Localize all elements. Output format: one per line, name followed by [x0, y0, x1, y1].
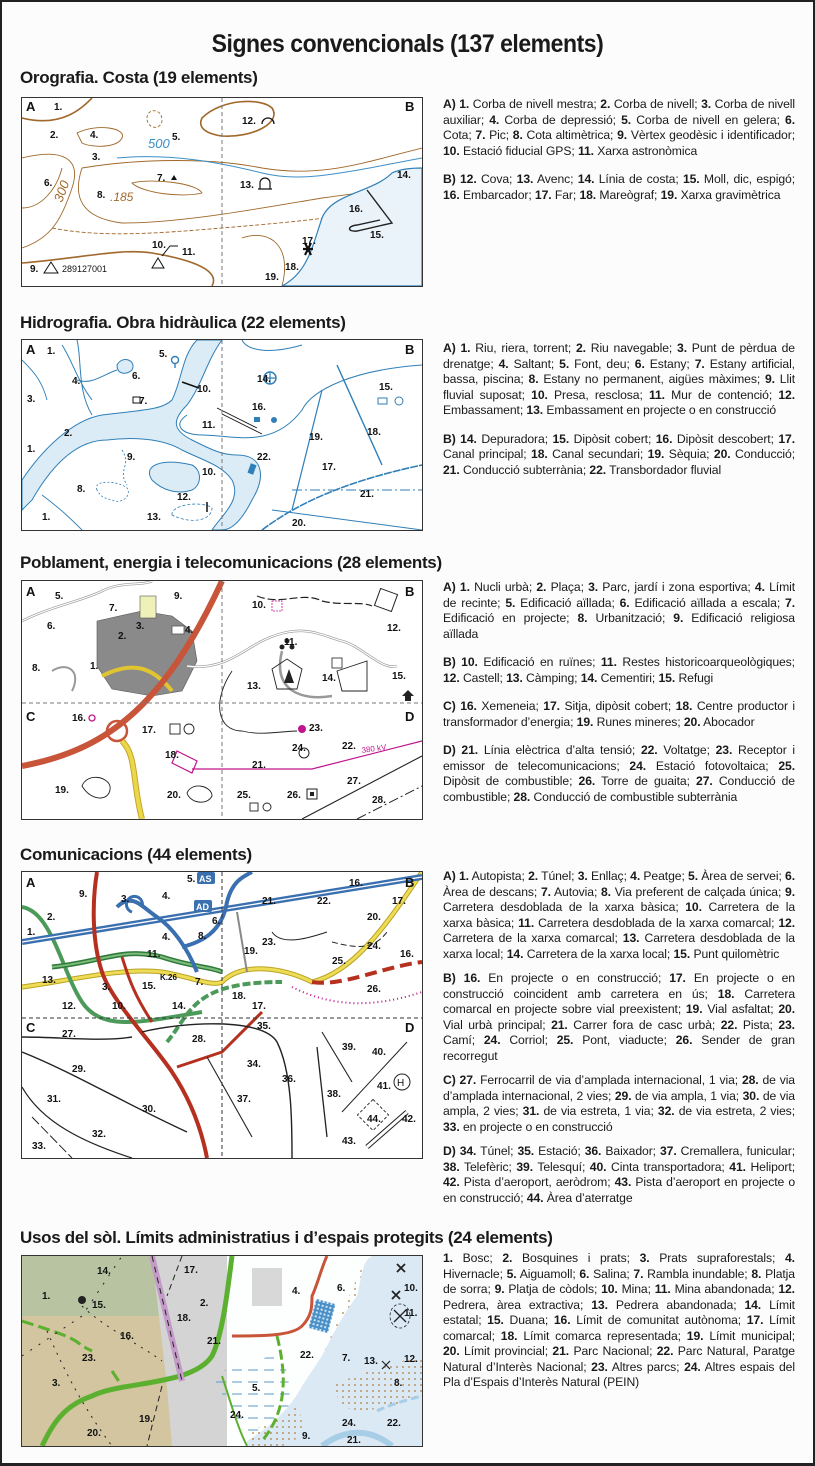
svg-text:10.: 10. [202, 467, 216, 478]
svg-text:13.: 13. [247, 681, 261, 692]
svg-text:21.: 21. [252, 760, 266, 771]
svg-text:5.: 5. [172, 132, 181, 143]
svg-text:39.: 39. [342, 1042, 356, 1053]
svg-text:19.: 19. [139, 1414, 153, 1425]
legend-group-c: C) 27. Ferrocarril de via d’amplada internacional, 1 via; 28. de via d’amplada internacional, 2 vies; 29. de via ampla, 1 via; 30. de via ampla, 2 vies; 31. de via estreta, 1 via; 32. de via estreta, 2 vies; 33. en projecte o en construcció [443, 1073, 795, 1134]
legend-group-c: C) 16. Xemeneia; 17. Sitja, dipòsit cobert; 18. Centre productor i transformador d’energia; 19. Runes mineres; 20. Abocador [443, 699, 796, 729]
svg-text:C: C [26, 709, 36, 724]
svg-text:1.: 1. [42, 1291, 51, 1302]
svg-text:12.: 12. [242, 116, 256, 127]
svg-text:1.: 1. [27, 444, 36, 455]
svg-text:6.: 6. [47, 621, 56, 632]
svg-text:14.: 14. [97, 1266, 111, 1277]
svg-text:9.: 9. [79, 889, 88, 900]
svg-text:34.: 34. [247, 1059, 261, 1070]
svg-text:29.: 29. [72, 1064, 86, 1075]
svg-text:11.: 11. [284, 637, 298, 648]
map-comunicacions [21, 871, 423, 1159]
svg-text:30.: 30. [142, 1104, 156, 1115]
svg-text:3.: 3. [136, 621, 145, 632]
hidrografia-map-illustration [22, 340, 422, 530]
svg-text:8.: 8. [32, 663, 41, 674]
svg-text:D: D [405, 709, 415, 724]
svg-text:14.: 14. [322, 673, 336, 684]
svg-text:500: 500 [148, 136, 170, 151]
svg-text:43.: 43. [342, 1136, 356, 1147]
svg-text:3.: 3. [27, 394, 36, 405]
svg-text:27.: 27. [347, 776, 361, 787]
section-title-orografia: Orografia. Costa (19 elements) [20, 68, 258, 87]
usos-sol-map-illustration [22, 1256, 422, 1446]
legend-group-b: B) 16. En projecte o en construcció; 17. En projecte o en construcció coincident amb carretera en ús; 18. Carretera comarcal en projecte sobre vial preexistent; 19. Vial asfaltat; 20. Vial urbà principal; 21. Carrer fora de casc urbà; 22. Pista; 23. Camí; 24. Corriol; 25. Pont, viaducte; 26. Sender de gran recorregut [443, 971, 795, 1063]
svg-text:21.: 21. [262, 896, 276, 907]
map-hidrografia [21, 339, 423, 531]
svg-text:25.: 25. [237, 790, 251, 801]
svg-text:12.: 12. [404, 1354, 418, 1365]
svg-text:19.: 19. [244, 946, 258, 957]
svg-text:C: C [26, 1020, 36, 1035]
svg-text:42.: 42. [402, 1114, 416, 1125]
svg-text:17.: 17. [302, 236, 316, 247]
svg-text:18.: 18. [177, 1313, 191, 1324]
svg-text:26.: 26. [287, 790, 301, 801]
svg-text:23.: 23. [262, 937, 276, 948]
svg-text:4.: 4. [292, 1286, 301, 1297]
svg-text:15.: 15. [142, 981, 156, 992]
legend-group-a: A) 1. Nucli urbà; 2. Plaça; 3. Parc, jardí i zona esportiva; 4. Límit de recinte; 5. Edificació aïllada; 6. Edificació aïllada a escala; 7. Edificació en projecte; 8. Urbanització; 9. Edificació religiosa aïllada [443, 580, 796, 641]
svg-text:14.: 14. [397, 170, 411, 181]
svg-text:2.: 2. [47, 912, 56, 923]
legend-group-a: A) 1. Riu, riera, torrent; 2. Riu navegable; 3. Punt de pèrdua de drenatge; 4. Saltant; 5. Font, deu; 6. Estany; 7. Estany artificial, bassa, piscina; 8. Estany no permanent, aigües màximes; 9. Llit fluvial suposat; 10. Presa, resclosa; 11. Mur de contenció; 12. Embassament; 13. Embassament en projecte o en construcció [443, 341, 796, 417]
svg-text:24.: 24. [292, 743, 306, 754]
map-poblament [21, 580, 423, 820]
svg-text:2.: 2. [64, 428, 73, 439]
svg-text:AD: AD [196, 902, 209, 912]
svg-text:33.: 33. [32, 1141, 46, 1152]
svg-text:8.: 8. [97, 190, 106, 201]
svg-text:12.: 12. [62, 1001, 76, 1012]
svg-text:16.: 16. [252, 402, 266, 413]
svg-text:14.: 14. [257, 374, 271, 385]
svg-text:17.: 17. [322, 462, 336, 473]
svg-text:17.: 17. [184, 1265, 198, 1276]
svg-text:7.: 7. [109, 603, 118, 614]
svg-text:18.: 18. [232, 991, 246, 1002]
legend-group-a: A) 1. Corba de nivell mestra; 2. Corba de nivell; 3. Corba de nivell auxiliar; 4. Corba de depressió; 5. Corba de nivell en gelera; 6. Cota; 7. Pic; 8. Cota altimètrica; 9. Vèrtex geodèsic i identificador; 10. Estació fiducial GPS; 11. Xarxa astronòmica [443, 97, 795, 158]
svg-text:3.: 3. [92, 152, 101, 163]
svg-text:10.: 10. [197, 384, 211, 395]
svg-text:13.: 13. [147, 512, 161, 523]
svg-text:10.: 10. [252, 600, 266, 611]
svg-text:20.: 20. [292, 518, 306, 529]
svg-text:19.: 19. [309, 432, 323, 443]
legend-group-a: A) 1. Autopista; 2. Túnel; 3. Enllaç; 4. Peatge; 5. Àrea de servei; 6. Àrea de descans; 7. Autovia; 8. Via preferent de calçada única; 9. Carretera desdoblada de la xarxa bàsica; 10. Carretera de la xarxa bàsica; 11. Carretera desdoblada de la xarxa comarcal; 12. Carretera de la xarxa comarcal; 13. Carretera desdoblada de la xarxa local; 14. Carretera de la xarxa local; 15. Punt quilomètric [443, 869, 796, 961]
svg-text:40.: 40. [372, 1047, 386, 1058]
svg-text:16.: 16. [349, 878, 363, 889]
legend-group-b: B) 10. Edificació en ruïnes; 11. Restes historicoarqueològiques; 12. Castell; 13. Càmping; 14. Cementiri; 15. Refugi [443, 655, 795, 685]
svg-text:24.: 24. [367, 941, 381, 952]
svg-text:10.: 10. [152, 240, 166, 251]
svg-text:B: B [405, 875, 415, 890]
svg-text:1.: 1. [54, 102, 63, 113]
svg-text:21.: 21. [347, 1435, 361, 1446]
legend-group-d: D) 34. Túnel; 35. Estació; 36. Baixador; 37. Cremallera, funicular; 38. Telefèric; 39. Telesquí; 40. Cinta transportadora; 41. Heliport; 42. Pista d’aeroport, aeròdrom; 43. Pista d’aeroport en projecte o en construcció; 44. Àrea d’aterratge [443, 1144, 795, 1205]
svg-text:7.: 7. [139, 396, 148, 407]
svg-text:D: D [405, 1020, 415, 1035]
svg-text:15.: 15. [370, 230, 384, 241]
svg-text:3.: 3. [121, 894, 130, 905]
svg-text:22.: 22. [300, 1350, 314, 1361]
map-usos-sol [21, 1255, 423, 1447]
orografia-map-illustration [22, 98, 422, 286]
svg-text:5.: 5. [55, 591, 64, 602]
svg-text:44.: 44. [367, 1114, 381, 1125]
svg-text:27.: 27. [62, 1029, 76, 1040]
svg-text:6.: 6. [337, 1283, 346, 1294]
svg-text:A: A [26, 584, 36, 599]
svg-text:6.: 6. [132, 371, 141, 382]
svg-text:21.: 21. [360, 489, 374, 500]
svg-text:19.: 19. [265, 272, 279, 283]
svg-text:1.: 1. [42, 512, 51, 523]
svg-text:B: B [405, 584, 415, 599]
svg-text:4.: 4. [72, 376, 81, 387]
svg-text:11.: 11. [147, 949, 161, 960]
svg-text:1.: 1. [27, 927, 36, 938]
svg-text:.185: .185 [110, 190, 134, 204]
svg-text:13.: 13. [42, 975, 56, 986]
svg-text:2.: 2. [118, 631, 127, 642]
svg-text:13.: 13. [240, 180, 254, 191]
svg-text:10.: 10. [404, 1283, 418, 1294]
svg-text:35.: 35. [257, 1021, 271, 1032]
svg-text:16.: 16. [120, 1331, 134, 1342]
svg-text:16.: 16. [349, 204, 363, 215]
svg-text:10.: 10. [112, 1001, 126, 1012]
svg-text:5.: 5. [159, 349, 168, 360]
svg-text:18.: 18. [367, 427, 381, 438]
page-title: Signes convencionals (137 elements) [211, 30, 604, 58]
svg-text:15.: 15. [92, 1300, 106, 1311]
svg-text:36.: 36. [282, 1074, 296, 1085]
svg-text:19.: 19. [55, 785, 69, 796]
svg-text:16.: 16. [400, 949, 414, 960]
svg-text:300: 300 [50, 178, 73, 205]
svg-text:A: A [26, 99, 36, 114]
svg-text:37.: 37. [237, 1094, 251, 1105]
svg-text:20.: 20. [167, 790, 181, 801]
svg-text:3.: 3. [102, 982, 111, 993]
svg-text:8.: 8. [394, 1378, 403, 1389]
svg-text:14.: 14. [172, 1001, 186, 1012]
legend-group-b: B) 12. Cova; 13. Avenc; 14. Línia de costa; 15. Moll, dic, espigó; 16. Embarcador; 17. Far; 18. Mareògraf; 19. Xarxa gravimètrica [443, 172, 795, 202]
svg-text:11.: 11. [404, 1308, 418, 1319]
svg-text:22.: 22. [342, 741, 356, 752]
svg-text:25.: 25. [332, 956, 346, 967]
svg-text:8.: 8. [198, 931, 207, 942]
svg-text:B: B [405, 342, 415, 357]
svg-text:13.: 13. [364, 1356, 378, 1367]
svg-text:11.: 11. [202, 420, 216, 431]
svg-text:4.: 4. [162, 932, 171, 943]
svg-text:4.: 4. [185, 625, 194, 636]
svg-text:7.: 7. [157, 173, 166, 184]
section-title-comunicacions: Comunicacions (44 elements) [20, 845, 252, 864]
svg-text:1.: 1. [47, 346, 56, 357]
svg-text:6.: 6. [44, 178, 53, 189]
section-title-usos-sol: Usos del sòl. Límits administratius i d’espais protegits (24 elements) [20, 1228, 553, 1247]
svg-text:24.: 24. [230, 1410, 244, 1421]
svg-text:32.: 32. [92, 1129, 106, 1140]
svg-text:17.: 17. [142, 725, 156, 736]
svg-text:22.: 22. [257, 452, 271, 463]
legend-group-d: D) 21. Línia elèctrica d’alta tensió; 22. Voltatge; 23. Receptor i emissor de telecomunicacions; 24. Estació fotovoltaica; 25. Dipòsit de combustible; 26. Torre de guaita; 27. Conducció de combustible; 28. Conducció de combustible subterrània [443, 743, 796, 804]
svg-text:18.: 18. [165, 750, 179, 761]
svg-text:8.: 8. [77, 484, 86, 495]
legend-hidrografia [443, 341, 795, 491]
svg-text:15.: 15. [379, 382, 393, 393]
svg-text:9.: 9. [174, 591, 183, 602]
svg-text:41.: 41. [377, 1081, 391, 1092]
svg-text:AS: AS [199, 874, 212, 884]
svg-text:24.: 24. [342, 1418, 356, 1429]
svg-text:5.: 5. [187, 874, 196, 885]
svg-text:12.: 12. [387, 623, 401, 634]
svg-text:18.: 18. [285, 262, 299, 273]
legend-group-b: B) 14. Depuradora; 15. Dipòsit cobert; 16. Dipòsit descobert; 17. Canal principal; 18. Canal secundari; 19. Sèquia; 20. Conducció; 21. Conducció subterrània; 22. Transbordador fluvial [443, 431, 796, 477]
svg-text:A: A [26, 342, 36, 357]
svg-text:5.: 5. [252, 1383, 261, 1394]
svg-text:21.: 21. [207, 1336, 221, 1347]
svg-text:23.: 23. [82, 1353, 96, 1364]
svg-text:20.: 20. [87, 1428, 101, 1439]
section-title-hidrografia: Hidrografia. Obra hidràulica (22 elements) [20, 313, 346, 332]
map-orografia [21, 97, 423, 287]
svg-text:9.: 9. [302, 1431, 311, 1442]
svg-text:11.: 11. [182, 247, 196, 258]
svg-text:38.: 38. [327, 1089, 341, 1100]
svg-text:20.: 20. [367, 912, 381, 923]
svg-text:22.: 22. [387, 1418, 401, 1429]
svg-text:H: H [397, 1078, 405, 1089]
legend-comunicacions [443, 869, 795, 1219]
svg-text:6.: 6. [212, 916, 221, 927]
legend-orografia [443, 97, 795, 216]
svg-text:A: A [26, 875, 36, 890]
svg-text:17.: 17. [392, 896, 406, 907]
svg-text:7.: 7. [342, 1353, 351, 1364]
svg-text:3.: 3. [52, 1378, 61, 1389]
svg-text:23.: 23. [309, 723, 323, 734]
svg-text:16.: 16. [72, 713, 86, 724]
legend-poblament [443, 580, 795, 818]
svg-text:380 kV: 380 kV [361, 742, 387, 755]
svg-text:4.: 4. [162, 891, 171, 902]
svg-text:26.: 26. [367, 984, 381, 995]
svg-text:2.: 2. [200, 1298, 209, 1309]
svg-text:1.: 1. [90, 661, 99, 672]
svg-text:12.: 12. [177, 492, 191, 503]
svg-text:17.: 17. [252, 1001, 266, 1012]
comunicacions-map-illustration [22, 872, 422, 1158]
svg-text:289127001: 289127001 [62, 264, 108, 274]
section-title-poblament: Poblament, energia i telecomunicacions (28 elements) [20, 553, 442, 572]
svg-text:28.: 28. [192, 1034, 206, 1045]
poblament-map-illustration [22, 581, 422, 819]
legend-usos-sol [443, 1251, 795, 1404]
svg-text:B: B [405, 99, 415, 114]
svg-text:22.: 22. [317, 896, 331, 907]
svg-text:9.: 9. [30, 264, 39, 275]
svg-text:28.: 28. [372, 795, 386, 806]
svg-text:31.: 31. [47, 1094, 61, 1105]
svg-text:2.: 2. [50, 130, 59, 141]
svg-text:9.: 9. [127, 452, 136, 463]
svg-text:K.26: K.26 [160, 973, 177, 982]
svg-text:4.: 4. [90, 130, 99, 141]
legend-group-all: 1. Bosc; 2. Bosquines i prats; 3. Prats supraforestals; 4. Hivernacle; 5. Aiguamoll; 6. Salina; 7. Rambla inundable; 8. Platja de sorra; 9. Platja de còdols; 10. Mina; 11. Mina abandonada; 12. Pedrera, àrea extractiva; 13. Pedrera abandonada; 14. Límit estatal; 15. Duana; 16. Límit de comunitat autònoma; 17. Límit comarcal; 18. Límit comarca representada; 19. Límit municipal; 20. Límit provincial; 21. Parc Nacional; 22. Parc Natural, Paratge Natural d’Interès Nacional; 23. Altres parcs; 24. Altres espais del Pla d’Espais d’Interès Natural (PEIN) [443, 1251, 795, 1389]
svg-text:7.: 7. [195, 977, 204, 988]
svg-text:15.: 15. [392, 671, 406, 682]
